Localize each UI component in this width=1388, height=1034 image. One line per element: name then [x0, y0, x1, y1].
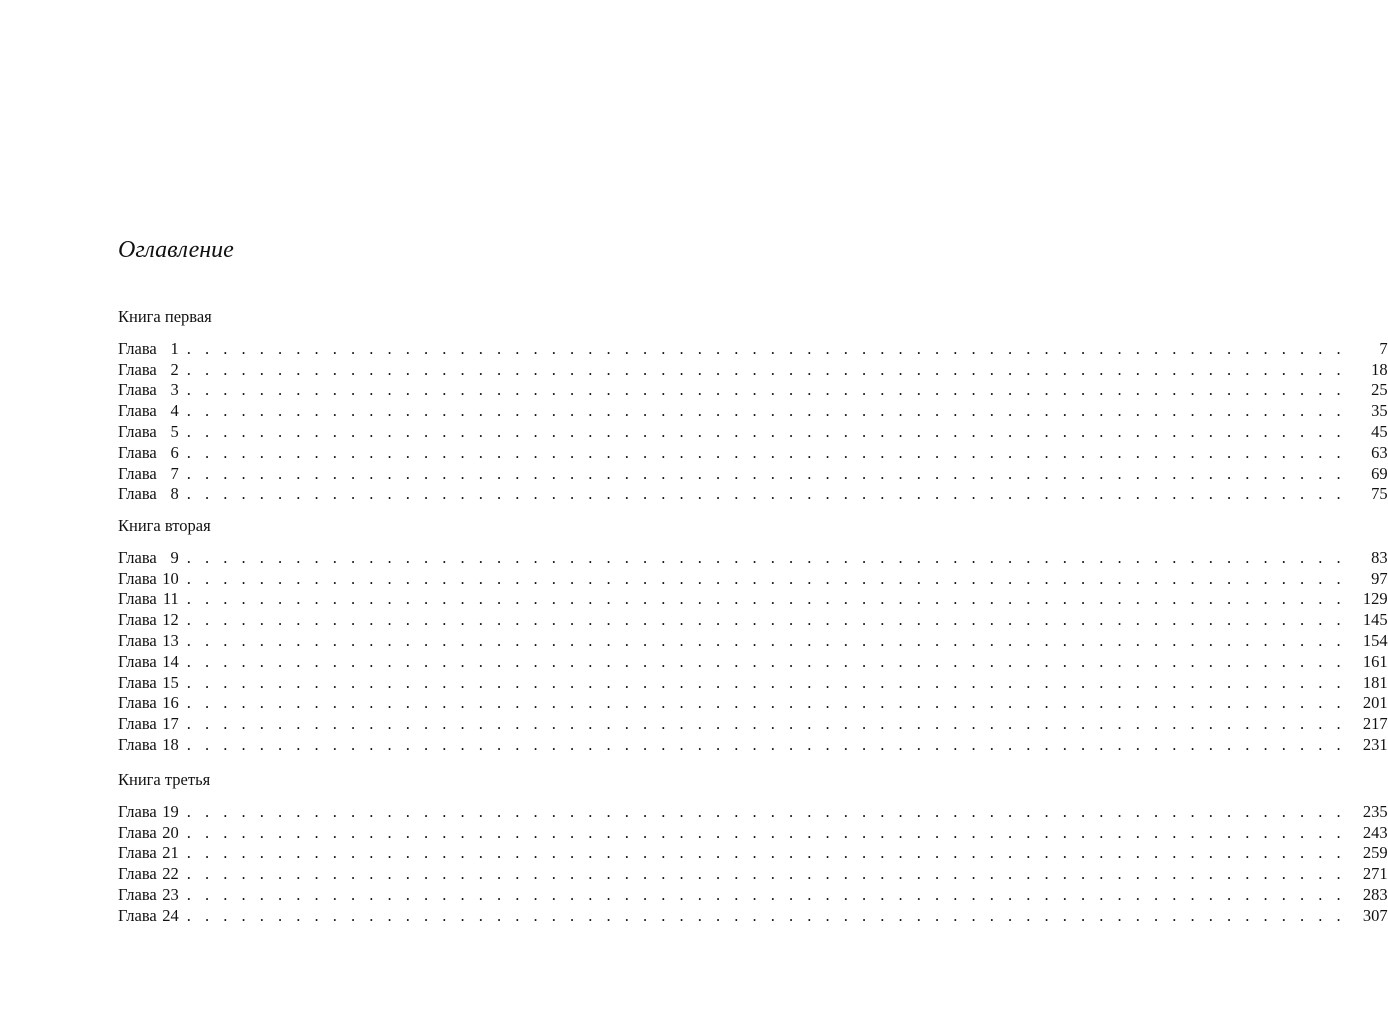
toc-section-book-1 [118, 307, 1388, 505]
toc-entry[interactable] [118, 864, 1388, 885]
dot-leader: . . . . . . . . . . . . . . . . . . . . . . . . . . . . . . . . . . . . . . . . . . . . . . . . . . . . . . . . . . . . . . . . [186, 589, 1346, 609]
dot-leader: . . . . . . . . . . . . . . . . . . . . . . . . . . . . . . . . . . . . . . . . . . . . . . . . . . . . . . . . . . . . . . . . [186, 484, 1346, 504]
entry-word: Глава [118, 484, 157, 504]
page-number: 161 [1362, 651, 1388, 671]
section-heading: Книга третья [118, 770, 211, 789]
dot-leader: . . . . . . . . . . . . . . . . . . . . . . . . . . . . . . . . . . . . . . . . . . . . . . . . . . . . . . . . . . . . . . . . [186, 630, 1346, 650]
entry-number: 4 [170, 401, 179, 421]
entry-number: 23 [162, 884, 179, 904]
page-number: 307 [1362, 905, 1388, 925]
page-number: 69 [1371, 463, 1388, 483]
entry-number: 12 [162, 610, 179, 630]
toc-entry[interactable] [118, 568, 1388, 590]
page-number: 201 [1362, 693, 1388, 713]
toc-entry[interactable] [118, 589, 1388, 610]
toc-entry[interactable] [118, 801, 1388, 823]
toc-section-book-3 [118, 770, 1388, 927]
entry-number: 18 [162, 734, 179, 754]
page-number: 259 [1362, 843, 1388, 863]
toc-entry[interactable] [118, 651, 1388, 673]
entry-number: 6 [170, 442, 179, 462]
dot-leader: . . . . . . . . . . . . . . . . . . . . . . . . . . . . . . . . . . . . . . . . . . . . . . . . . . . . . . . . . . . . . . . . [186, 359, 1346, 379]
toc-entry[interactable] [118, 338, 1388, 360]
page-number: 217 [1362, 714, 1388, 734]
toc-entry[interactable] [118, 905, 1388, 927]
dot-leader: . . . . . . . . . . . . . . . . . . . . . . . . . . . . . . . . . . . . . . . . . . . . . . . . . . . . . . . . . . . . . . . . [186, 651, 1346, 671]
entry-word: Глава [118, 380, 157, 400]
page-number: 83 [1371, 547, 1388, 567]
page-number: 129 [1362, 589, 1388, 609]
entry-word: Глава [118, 843, 157, 863]
page-number: 145 [1362, 610, 1388, 630]
entry-word: Глава [118, 589, 157, 609]
entry-word: Глава [118, 463, 157, 483]
page-number: 231 [1362, 734, 1388, 754]
toc-entry[interactable] [118, 442, 1388, 464]
page-number: 18 [1371, 359, 1388, 379]
toc-entry[interactable] [118, 484, 1388, 505]
dot-leader: . . . . . . . . . . . . . . . . . . . . . . . . . . . . . . . . . . . . . . . . . . . . . . . . . . . . . . . . . . . . . . . . [186, 463, 1346, 483]
toc-entry[interactable] [118, 463, 1388, 485]
toc-entry[interactable] [118, 380, 1388, 401]
entry-word: Глава [118, 401, 157, 421]
page-number: 45 [1371, 421, 1388, 441]
toc-entry[interactable] [118, 734, 1388, 756]
entry-word: Глава [118, 822, 157, 842]
page-number: 154 [1362, 630, 1388, 650]
dot-leader: . . . . . . . . . . . . . . . . . . . . . . . . . . . . . . . . . . . . . . . . . . . . . . . . . . . . . . . . . . . . . . . . [186, 442, 1346, 462]
page-number: 283 [1362, 884, 1388, 904]
entry-number: 9 [170, 547, 179, 567]
toc-entry[interactable] [118, 672, 1388, 694]
dot-leader: . . . . . . . . . . . . . . . . . . . . . . . . . . . . . . . . . . . . . . . . . . . . . . . . . . . . . . . . . . . . . . . . [186, 693, 1346, 713]
dot-leader: . . . . . . . . . . . . . . . . . . . . . . . . . . . . . . . . . . . . . . . . . . . . . . . . . . . . . . . . . . . . . . . . [186, 380, 1346, 400]
dot-leader: . . . . . . . . . . . . . . . . . . . . . . . . . . . . . . . . . . . . . . . . . . . . . . . . . . . . . . . . . . . . . . . . [186, 672, 1346, 692]
entry-word: Глава [118, 714, 157, 734]
dot-leader: . . . . . . . . . . . . . . . . . . . . . . . . . . . . . . . . . . . . . . . . . . . . . . . . . . . . . . . . . . . . . . . . [186, 843, 1346, 863]
dot-leader: . . . . . . . . . . . . . . . . . . . . . . . . . . . . . . . . . . . . . . . . . . . . . . . . . . . . . . . . . . . . . . . . [186, 547, 1346, 567]
section-heading: Книга первая [118, 307, 212, 326]
dot-leader: . . . . . . . . . . . . . . . . . . . . . . . . . . . . . . . . . . . . . . . . . . . . . . . . . . . . . . . . . . . . . . . . [186, 568, 1346, 588]
entry-number: 21 [162, 843, 179, 863]
entry-word: Глава [118, 421, 157, 441]
toc-entry[interactable] [118, 401, 1388, 422]
entry-word: Глава [118, 442, 157, 462]
dot-leader: . . . . . . . . . . . . . . . . . . . . . . . . . . . . . . . . . . . . . . . . . . . . . . . . . . . . . . . . . . . . . . . . [186, 714, 1346, 734]
entry-number: 14 [162, 651, 179, 671]
dot-leader: . . . . . . . . . . . . . . . . . . . . . . . . . . . . . . . . . . . . . . . . . . . . . . . . . . . . . . . . . . . . . . . . [186, 401, 1346, 421]
entry-number: 2 [170, 359, 179, 379]
page-number: 181 [1362, 672, 1388, 692]
dot-leader: . . . . . . . . . . . . . . . . . . . . . . . . . . . . . . . . . . . . . . . . . . . . . . . . . . . . . . . . . . . . . . . . [186, 421, 1346, 441]
page-number: 97 [1371, 568, 1388, 588]
dot-leader: . . . . . . . . . . . . . . . . . . . . . . . . . . . . . . . . . . . . . . . . . . . . . . . . . . . . . . . . . . . . . . . . [186, 801, 1346, 821]
entry-word: Глава [118, 693, 157, 713]
entry-word: Глава [118, 568, 157, 588]
page-number: 63 [1371, 442, 1388, 462]
toc-section-book-2 [118, 516, 1388, 756]
entry-word: Глава [118, 801, 157, 821]
entry-number: 8 [170, 484, 179, 504]
entry-word: Глава [118, 630, 157, 650]
entry-word: Глава [118, 734, 157, 754]
entry-word: Глава [118, 338, 157, 358]
entry-word: Глава [118, 547, 157, 567]
toc-title: Оглавление [118, 237, 234, 263]
page-number: 271 [1362, 864, 1388, 884]
entry-number: 17 [162, 714, 179, 734]
entry-number: 15 [162, 672, 179, 692]
page-number: 35 [1371, 401, 1388, 421]
entry-number: 11 [162, 589, 179, 609]
page-number: 235 [1362, 801, 1388, 821]
toc-entry[interactable] [118, 610, 1388, 631]
entry-word: Глава [118, 864, 157, 884]
entry-number: 10 [162, 568, 179, 588]
toc-entry[interactable] [118, 693, 1388, 714]
toc-entry[interactable] [118, 630, 1388, 652]
page-number: 25 [1371, 380, 1388, 400]
entry-number: 1 [170, 338, 179, 358]
entry-number: 20 [162, 822, 179, 842]
entry-word: Глава [118, 905, 157, 925]
toc-entry[interactable] [118, 714, 1388, 735]
dot-leader: . . . . . . . . . . . . . . . . . . . . . . . . . . . . . . . . . . . . . . . . . . . . . . . . . . . . . . . . . . . . . . . . [186, 610, 1346, 630]
entry-word: Глава [118, 672, 157, 692]
dot-leader: . . . . . . . . . . . . . . . . . . . . . . . . . . . . . . . . . . . . . . . . . . . . . . . . . . . . . . . . . . . . . . . . [186, 905, 1346, 925]
dot-leader: . . . . . . . . . . . . . . . . . . . . . . . . . . . . . . . . . . . . . . . . . . . . . . . . . . . . . . . . . . . . . . . . [186, 734, 1346, 754]
page-number: 7 [1379, 338, 1388, 358]
toc-entry[interactable] [118, 359, 1388, 381]
entry-word: Глава [118, 610, 157, 630]
entry-number: 16 [162, 693, 179, 713]
toc-entry[interactable] [118, 843, 1388, 864]
dot-leader: . . . . . . . . . . . . . . . . . . . . . . . . . . . . . . . . . . . . . . . . . . . . . . . . . . . . . . . . . . . . . . . . [186, 338, 1346, 358]
entry-number: 3 [170, 380, 179, 400]
dot-leader: . . . . . . . . . . . . . . . . . . . . . . . . . . . . . . . . . . . . . . . . . . . . . . . . . . . . . . . . . . . . . . . . [186, 884, 1346, 904]
entry-number: 19 [162, 801, 179, 821]
dot-leader: . . . . . . . . . . . . . . . . . . . . . . . . . . . . . . . . . . . . . . . . . . . . . . . . . . . . . . . . . . . . . . . . [186, 822, 1346, 842]
entry-number: 7 [170, 463, 179, 483]
toc-entry[interactable] [118, 822, 1388, 844]
entry-word: Глава [118, 884, 157, 904]
toc-entry[interactable] [118, 547, 1388, 569]
page-number: 75 [1371, 484, 1388, 504]
toc-entry[interactable] [118, 884, 1388, 906]
entry-number: 5 [170, 421, 179, 441]
page-number: 243 [1362, 822, 1388, 842]
entry-word: Глава [118, 651, 157, 671]
entry-number: 22 [162, 864, 179, 884]
entry-number: 24 [162, 905, 179, 925]
entry-number: 13 [162, 630, 179, 650]
toc-entry[interactable] [118, 421, 1388, 443]
section-heading: Книга вторая [118, 516, 211, 535]
entry-word: Глава [118, 359, 157, 379]
dot-leader: . . . . . . . . . . . . . . . . . . . . . . . . . . . . . . . . . . . . . . . . . . . . . . . . . . . . . . . . . . . . . . . . [186, 864, 1346, 884]
